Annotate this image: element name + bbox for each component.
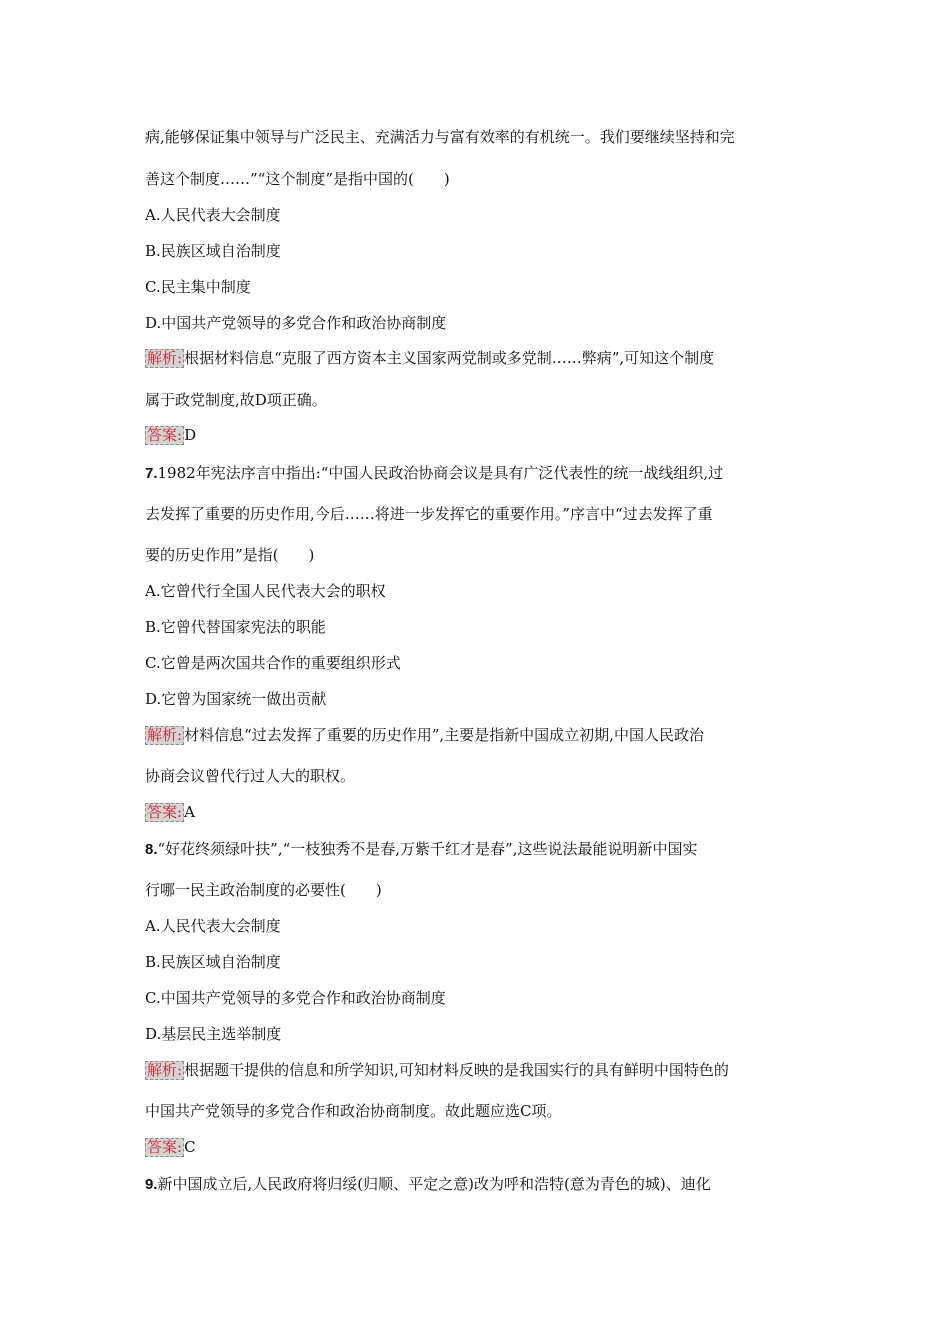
q8-option-a: A.人民代表大会制度 — [145, 917, 281, 935]
q8-option-c: C.中国共产党领导的多党合作和政治协商制度 — [145, 989, 446, 1007]
q8-answer-value: C — [184, 1138, 196, 1156]
q7-stem — [145, 463, 815, 484]
q6-stem-line-2: 善这个制度……”“这个制度”是指中国的( ) — [145, 170, 450, 188]
q6-option-c: C.民主集中制度 — [145, 278, 251, 296]
analysis-tag: 解析: — [147, 726, 183, 744]
q8-analysis-text: 根据题干提供的信息和所学知识,可知材料反映的是我国实行的具有鲜明中国特色的 — [184, 1061, 729, 1079]
q7-stem-line-1: 1982年宪法序言中指出:“中国人民政治协商会议是具有广泛代表性的统一战线组织,过 — [157, 464, 724, 482]
q6-analysis-line-2: 属于政党制度,故D项正确。 — [145, 391, 327, 409]
q7-number: 7. — [145, 465, 158, 482]
q6-answer-value: D — [184, 426, 197, 444]
q7-option-d: D.它曾为国家统一做出贡献 — [145, 690, 327, 708]
q6-stem-line-1: 病,能够保证集中领导与广泛民主、充满活力与富有效率的有机统一。我们要继续坚持和完 — [145, 128, 735, 146]
answer-tag: 答案: — [147, 426, 183, 444]
q7-stem-line-3: 要的历史作用”是指( ) — [145, 546, 315, 564]
q7-analysis — [145, 725, 815, 745]
q7-option-a: A.它曾代行全国人民代表大会的职权 — [145, 582, 386, 600]
q7-analysis-text: 材料信息“过去发挥了重要的历史作用”,主要是指新中国成立初期,中国人民政治 — [184, 726, 704, 744]
q9-stem-line-1: 新中国成立后,人民政府将归绥(归顺、平定之意)改为呼和浩特(意为青色的城)、迪化 — [157, 1175, 711, 1193]
q6-option-d: D.中国共产党领导的多党合作和政治协商制度 — [145, 314, 447, 332]
q7-option-c: C.它曾是两次国共合作的重要组织形式 — [145, 654, 401, 672]
q6-analysis-text: 根据材料信息“克服了西方资本主义国家两党制或多党制……弊病”,可知这个制度 — [184, 349, 715, 367]
q7-option-b: B.它曾代替国家宪法的职能 — [145, 618, 326, 636]
q8-number: 8. — [145, 841, 158, 858]
q7-stem-line-2: 去发挥了重要的历史作用,今后……将进一步发挥它的重要作用。”序言中“过去发挥了重 — [145, 505, 713, 523]
q9-stem — [145, 1174, 815, 1195]
q7-answer-value: A — [184, 803, 195, 821]
q8-analysis — [145, 1060, 815, 1080]
q6-option-b: B.民族区域自治制度 — [145, 242, 281, 260]
q8-option-b: B.民族区域自治制度 — [145, 953, 281, 971]
q8-option-d: D.基层民主选举制度 — [145, 1025, 282, 1043]
analysis-tag: 解析: — [147, 349, 183, 367]
q8-stem-line-2: 行哪一民主政治制度的必要性( ) — [145, 881, 382, 899]
answer-tag: 答案: — [147, 1138, 183, 1156]
q8-stem — [145, 839, 815, 860]
q8-analysis-line-2: 中国共产党领导的多党合作和政治协商制度。故此题应选C项。 — [145, 1102, 562, 1120]
q9-number: 9. — [145, 1176, 158, 1193]
q7-analysis-line-2: 协商会议曾代行过人大的职权。 — [145, 767, 356, 785]
q6-option-a: A.人民代表大会制度 — [145, 206, 281, 224]
answer-tag: 答案: — [147, 803, 183, 821]
q7-answer — [145, 802, 815, 822]
q8-answer — [145, 1137, 815, 1157]
q6-answer — [145, 425, 815, 445]
q6-analysis — [145, 348, 815, 368]
analysis-tag: 解析: — [147, 1061, 183, 1079]
q8-stem-line-1: “好花终须绿叶扶”,“一枝独秀不是春,万紫千红才是春”,这些说法最能说明新中国实 — [157, 840, 698, 858]
